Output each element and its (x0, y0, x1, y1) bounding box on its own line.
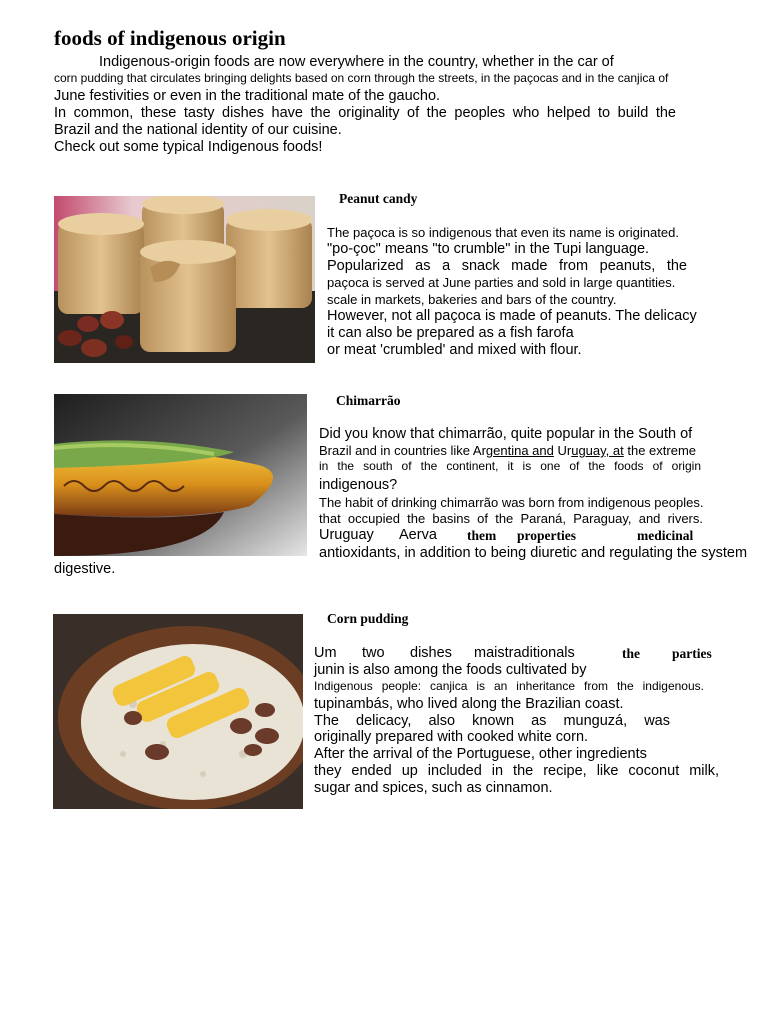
page-title: foods of indigenous origin (54, 26, 286, 50)
chimarrao-line-6: that occupied the basins of the Paraná, Paraguay, and rivers. (319, 511, 703, 526)
corn-line-3: Indigenous people: canjica is an inheritance from the indigenous. (314, 679, 704, 693)
pacoca-line-4: paçoca is served at June parties and sold in large quantities. (327, 275, 676, 290)
intro-line-1: Indigenous-origin foods are now everywhere in the country, whether in the car of (99, 54, 614, 70)
argentina-link[interactable]: gentina and (485, 443, 554, 458)
corn-line-6: originally prepared with cooked white corn. (314, 729, 589, 745)
chimarrao-line-2: Brazil and in countries like Argentina and Uruguay, at the extreme (319, 443, 697, 458)
section-heading-corn-pudding: Corn pudding (327, 611, 409, 626)
corn-line-4: tupinambás, who lived along the Brazilian coast. (314, 696, 624, 712)
intro-line-3: June festivities or even in the traditional mate of the gaucho. (54, 88, 441, 104)
intro-line-5: Brazil and the national identity of our cuisine. (54, 122, 342, 138)
corn-line-9: sugar and spices, such as cinnamon. (314, 780, 553, 796)
chimarrao-line-8: antioxidants, in addition to being diuretic and regulating the system (319, 545, 748, 561)
pacoca-line-2: "po-çoc" means "to crumble" in the Tupi language. (327, 241, 650, 257)
section-heading-peanut-candy: Peanut candy (339, 191, 418, 206)
intro-line-4: In common, these tasty dishes have the originality of the peoples who helped to build the (54, 105, 676, 121)
pacoca-line-3: Popularized as a snack made from peanuts, the (327, 258, 687, 274)
chimarrao-line-1: Did you know that chimarrão, quite popular in the South of (319, 426, 693, 442)
chimarrao-line-5: The habit of drinking chimarrão was born from indigenous peoples. (319, 495, 704, 510)
corn-line-5: The delicacy, also known as munguzá, was (314, 713, 670, 729)
pacoca-line-8: or meat 'crumbled' and mixed with flour. (327, 342, 582, 358)
pacoca-line-1: The paçoca is so indigenous that even its name is originated. (327, 225, 679, 240)
intro-line-2: corn pudding that circulates bringing delights based on corn through the streets, in the paçocas and in the canjica of (54, 71, 669, 85)
chimarrao-photo (54, 394, 307, 556)
intro-line-6: Check out some typical Indigenous foods! (54, 139, 323, 155)
corn-line-8: they ended up included in the recipe, like coconut milk, (314, 763, 719, 779)
pacoca-line-6: However, not all paçoca is made of peanuts. The delicacy (327, 308, 697, 324)
section-heading-chimarrao: Chimarrão (336, 393, 401, 408)
pacoca-line-5: scale in markets, bakeries and bars of the country. (327, 292, 617, 307)
pacoca-line-7: it can also be prepared as a fish farofa (327, 325, 574, 341)
uruguay-link[interactable]: uguay, at (571, 443, 624, 458)
corn-line-1: Um two dishes maistraditionals the parties (314, 645, 712, 661)
pacoca-photo (54, 196, 315, 363)
corn-pudding-photo (53, 614, 303, 809)
corn-line-7: After the arrival of the Portuguese, other ingredients (314, 746, 647, 762)
chimarrao-line-4: indigenous? (319, 477, 398, 493)
corn-line-2: junin is also among the foods cultivated by (314, 662, 587, 678)
chimarrao-line-3: in the south of the continent, it is one of the foods of origin (319, 459, 701, 473)
chimarrao-line-9: digestive. (54, 561, 116, 577)
